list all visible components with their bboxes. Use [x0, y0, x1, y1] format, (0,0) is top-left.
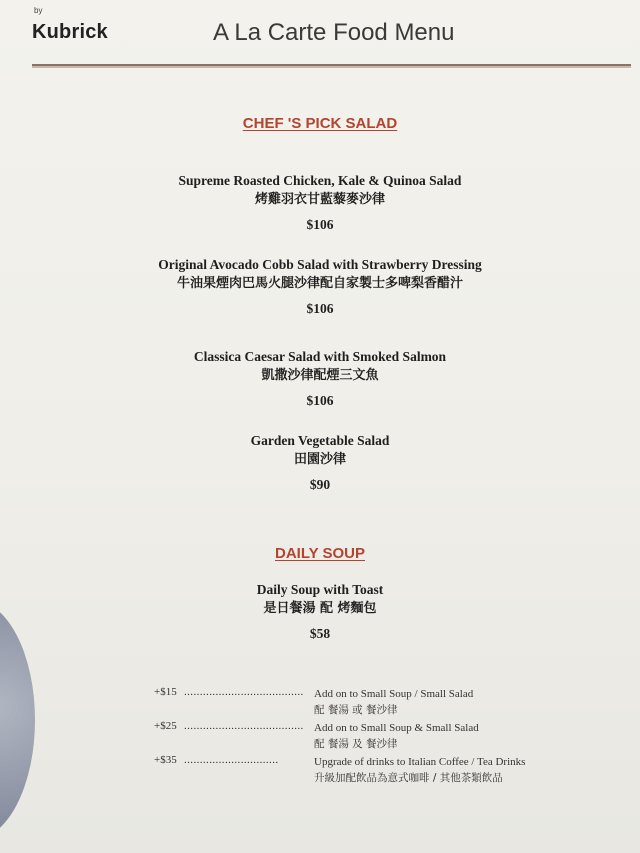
addon-row	[154, 754, 604, 788]
menu-item	[0, 431, 640, 494]
header-divider	[32, 64, 631, 66]
addon-description-en: Upgrade of drinks to Italian Coffee / Tea Drinks	[314, 756, 526, 768]
menu-item-price: $106	[306, 393, 334, 408]
addon-row	[154, 720, 604, 754]
menu-item	[0, 255, 640, 318]
menu-item	[0, 580, 640, 643]
addon-leader-dots: ......................................	[184, 686, 304, 698]
addon-description-zh: 配 餐湯 或 餐沙律	[314, 704, 398, 716]
addon-list	[154, 686, 604, 788]
menu-item-chinese-name: 田園沙律	[293, 452, 346, 467]
menu-item-chinese-name: 烤雞羽衣甘藍藜麥沙律	[254, 192, 385, 207]
brand-logo: Kubrick	[32, 21, 108, 43]
addon-leader-dots: ..............................	[184, 754, 279, 766]
page-title: A La Carte Food Menu	[213, 19, 455, 46]
menu-item-price: $106	[306, 301, 334, 316]
addon-price: +$15	[154, 686, 177, 698]
addon-leader-dots: ......................................	[184, 720, 304, 732]
addon-description-en: Add on to Small Soup & Small Salad	[314, 722, 479, 734]
addon-price: +$25	[154, 720, 177, 732]
menu-item-price: $106	[306, 217, 334, 232]
menu-item-name: Daily Soup with Toast	[256, 582, 384, 597]
menu-item-chinese-name: 是日餐湯 配 烤麵包	[263, 601, 377, 616]
brand-by-text: by	[34, 6, 43, 15]
addon-description-zh: 升級加配飲品為意式咖啡 / 其他茶類飲品	[314, 772, 503, 784]
addon-description	[314, 720, 479, 752]
addon-row	[154, 686, 604, 720]
menu-item	[0, 171, 640, 234]
addon-description	[314, 754, 525, 786]
menu-item-name: Classica Caesar Salad with Smoked Salmon	[193, 349, 447, 364]
menu-item-price: $58	[309, 626, 331, 641]
addon-description-zh: 配 餐湯 及 餐沙律	[314, 738, 398, 750]
section-heading-soup: DAILY SOUP	[274, 545, 366, 562]
menu-item-chinese-name: 牛油果煙肉巴馬火腿沙律配自家製士多啤梨香醋汁	[176, 276, 463, 291]
section-heading-salad: CHEF 'S PICK SALAD	[242, 115, 398, 132]
menu-item	[0, 347, 640, 410]
addon-description	[314, 686, 473, 718]
menu-item-name: Garden Vegetable Salad	[250, 433, 390, 448]
menu-item-chinese-name: 凱撒沙律配煙三文魚	[261, 368, 379, 383]
menu-item-price: $90	[309, 477, 331, 492]
addon-description-en: Add on to Small Soup / Small Salad	[314, 688, 474, 700]
menu-item-name: Original Avocado Cobb Salad with Strawberry Dressing	[158, 257, 482, 272]
menu-item-name: Supreme Roasted Chicken, Kale & Quinoa Salad	[178, 173, 462, 188]
addon-price: +$35	[154, 754, 177, 766]
